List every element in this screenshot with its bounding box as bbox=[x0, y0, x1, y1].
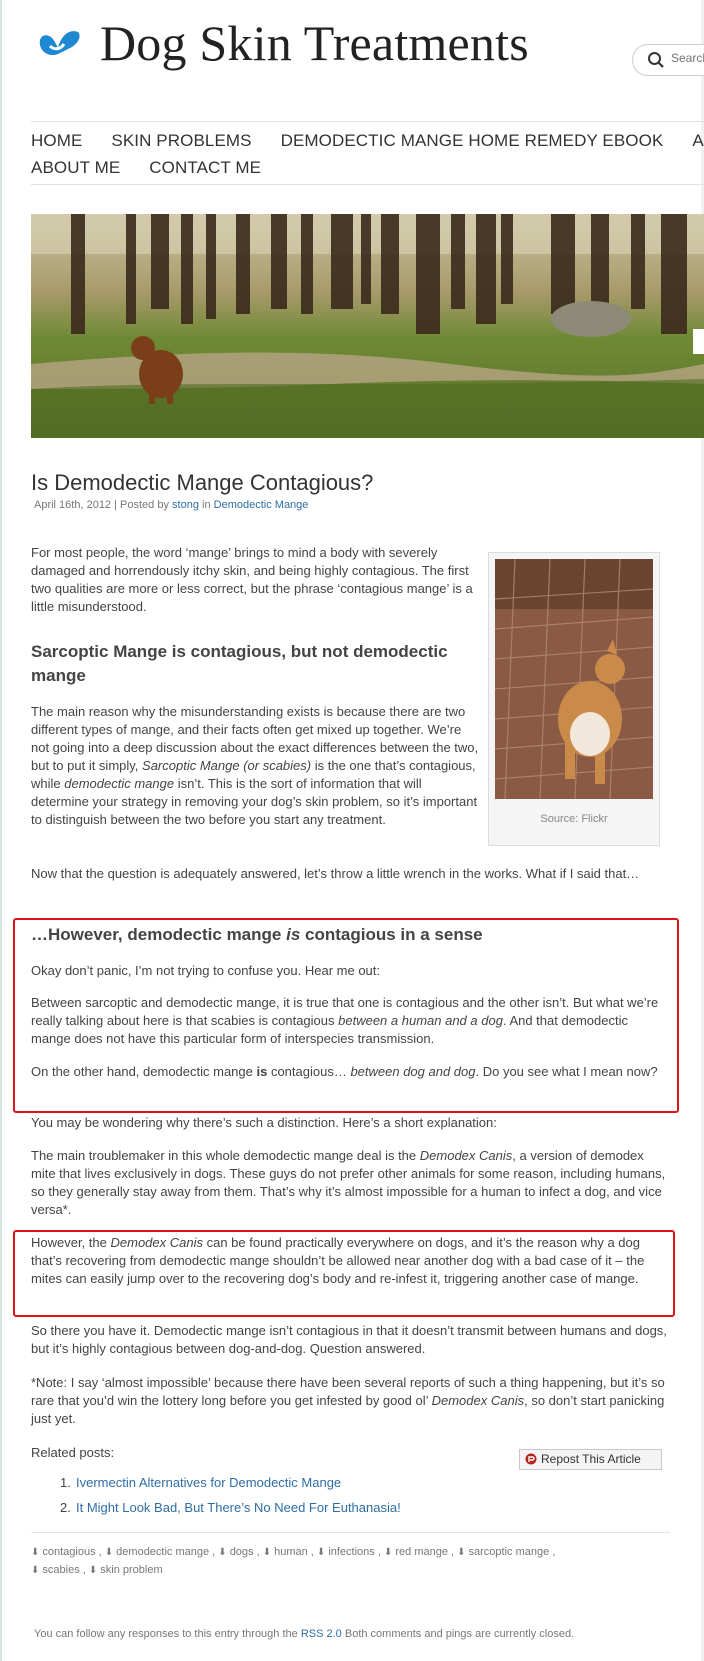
text-span: Between sarcoptic and demodectic mange, it is true that one is contagious and the other isn’t. But what we’re really talking about here is that scabies is contagious bbox=[31, 995, 659, 1028]
arrow-down-icon: ⬇ bbox=[31, 1547, 40, 1558]
tag-item[interactable] bbox=[317, 1546, 375, 1558]
text-span: …However, demodectic mange bbox=[31, 925, 287, 944]
arrow-down-icon: ⬇ bbox=[262, 1547, 272, 1558]
text-span: contagious in a sense bbox=[300, 925, 483, 944]
arrow-down-icon: ⬇ bbox=[383, 1547, 393, 1558]
nav-row-1 bbox=[31, 131, 704, 151]
nav-row-2 bbox=[31, 158, 290, 178]
follow-responses bbox=[34, 1628, 574, 1640]
heading-however bbox=[31, 923, 651, 947]
emphasis-dog-dog: between dog and dog bbox=[350, 1064, 476, 1079]
text-span: However, the bbox=[31, 1235, 111, 1250]
butterfly-logo-icon[interactable] bbox=[34, 24, 84, 64]
arrow-down-icon: ⬇ bbox=[316, 1547, 326, 1558]
main-nav bbox=[31, 121, 704, 185]
tags-row-2: ⬇ scabies , ⬇ skin problem bbox=[31, 1564, 163, 1576]
repost-icon bbox=[525, 1453, 537, 1465]
follow-text: You can follow any responses to this entry through the bbox=[34, 1628, 298, 1640]
tag-item[interactable] bbox=[105, 1546, 209, 1558]
tag-item[interactable] bbox=[31, 1564, 80, 1576]
tag-item[interactable] bbox=[31, 1546, 96, 1558]
site-title[interactable]: Dog Skin Treatments bbox=[100, 15, 529, 71]
paragraph-troublemaker bbox=[31, 1147, 671, 1219]
tag-label: human bbox=[274, 1546, 308, 1558]
nav-overflow-item[interactable]: A bbox=[692, 131, 704, 150]
header-image bbox=[31, 214, 704, 438]
tag-item[interactable] bbox=[89, 1564, 163, 1576]
related-post-link[interactable]: Ivermectin Alternatives for Demodectic Mange bbox=[76, 1475, 342, 1490]
tag-label: contagious bbox=[42, 1546, 96, 1558]
emphasis-human-dog: between a human and a dog bbox=[338, 1013, 503, 1028]
tag-item[interactable] bbox=[263, 1546, 308, 1558]
tags-divider bbox=[31, 1532, 670, 1533]
text-span: The main troublemaker in this whole demodectic mange deal is the bbox=[31, 1148, 420, 1163]
emphasis-demodex-canis: Demodex Canis bbox=[431, 1393, 525, 1408]
tag-label: sarcoptic mange bbox=[468, 1546, 550, 1558]
paragraph-wondering: You may be wondering why there’s such a distinction. Here’s a short explanation: bbox=[31, 1115, 497, 1130]
tag-item[interactable] bbox=[218, 1546, 253, 1558]
emphasis-demodex-canis: Demodex Canis bbox=[110, 1235, 203, 1250]
figure-caption: Source: Flickr bbox=[540, 813, 608, 825]
arrow-down-icon: ⬇ bbox=[88, 1565, 98, 1576]
related-posts-label: Related posts: bbox=[31, 1445, 115, 1460]
search-box[interactable] bbox=[632, 44, 704, 76]
paragraph-dont-panic: Okay don’t panic, I’m not trying to confuse you. Hear me out: bbox=[31, 963, 381, 978]
page-left-border bbox=[0, 0, 2, 1661]
rss-link[interactable]: RSS 2.0 bbox=[300, 1628, 342, 1640]
text-span: . And that demodectic mange does not have this particular form of interspecies transmission. bbox=[31, 1013, 628, 1046]
emphasis-is: is bbox=[286, 925, 301, 944]
arrow-down-icon: ⬇ bbox=[218, 1547, 227, 1558]
tag-label: red mange bbox=[395, 1546, 448, 1558]
tag-label: demodectic mange bbox=[116, 1546, 210, 1558]
tag-label: scabies bbox=[42, 1564, 80, 1576]
text-span: , a version of demodex mite that lives exclusively in dogs. These guys do not prefer other animals for some reason, including humans, so they generally stay away from them. That’s why it’s almost impossible for a human to infect a dog, and vice versa*. bbox=[31, 1148, 666, 1217]
tags-row-1: ⬇ contagious , ⬇ demodectic mange , ⬇ dogs , ⬇ human , ⬇ infections , ⬇ red mange , ⬇ sarcoptic mange , bbox=[31, 1546, 556, 1558]
post-category-link[interactable]: Demodectic Mange bbox=[213, 499, 309, 511]
post-title[interactable]: Is Demodectic Mange Contagious? bbox=[31, 470, 374, 495]
post-meta bbox=[34, 499, 308, 511]
emphasis-demodectic: demodectic mange bbox=[64, 776, 175, 791]
nav-ebook[interactable]: DEMODECTIC MANGE HOME REMEDY EBOOK bbox=[280, 131, 664, 150]
nav-home[interactable]: HOME bbox=[31, 131, 83, 150]
arrow-down-icon: ⬇ bbox=[31, 1565, 40, 1576]
paragraph-note bbox=[31, 1374, 671, 1428]
dog-scratching-photo[interactable] bbox=[495, 559, 653, 799]
tag-label: infections bbox=[328, 1546, 375, 1558]
post-author-link[interactable]: stong bbox=[172, 499, 199, 511]
emphasis-demodex-canis: Demodex Canis bbox=[419, 1148, 513, 1163]
tag-label: skin problem bbox=[100, 1564, 163, 1576]
repost-article-button[interactable] bbox=[519, 1449, 662, 1470]
tag-label: dogs bbox=[229, 1546, 254, 1558]
emphasis-sarcoptic: Sarcoptic Mange (or scabies) bbox=[142, 758, 312, 773]
search-icon[interactable] bbox=[647, 51, 665, 69]
text-span: can be found practically everywhere on dogs, and it’s the reason why a dog that’s recovering from demodectic mange shouldn’t be allowed near another dog with a bad case of it – the mites can easily jump over to the recovering dog’s body and re-infest it, triggering another case of mange. bbox=[31, 1235, 645, 1286]
related-post-link[interactable]: It Might Look Bad, But There’s No Need For Euthanasia! bbox=[76, 1500, 401, 1515]
nav-skin-problems[interactable]: SKIN PROBLEMS bbox=[111, 131, 252, 150]
text-span: contagious… bbox=[267, 1064, 351, 1079]
text-span: , so don’t start panicking just yet. bbox=[31, 1393, 665, 1426]
paragraph-other-hand bbox=[31, 1063, 661, 1081]
text-span: . Do you see what I mean now? bbox=[475, 1064, 658, 1079]
paragraph-two-types bbox=[31, 703, 479, 829]
text-span: On the other hand, demodectic mange bbox=[31, 1064, 257, 1079]
text-span: The main reason why the misunderstanding exists is because there are two different types of mange, and their facts often get mixed up together. We’re not going into a deep discussion about the exact differences between the two, but to put it simply, bbox=[31, 704, 479, 773]
strong-is: is bbox=[256, 1064, 268, 1079]
nav-about-me[interactable]: ABOUT ME bbox=[31, 158, 121, 177]
heading-sarcoptic: Sarcoptic Mange is contagious, but not demodectic mange bbox=[31, 642, 448, 685]
text-span: *Note: I say ‘almost impossible’ because there have been several reports of such a thing happening, but it’s so rare that you’d win the lottery long before you get infested by good ol’ bbox=[31, 1375, 665, 1408]
list-number: 1. bbox=[60, 1475, 71, 1490]
closed-text: Both comments and pings are currently closed. bbox=[344, 1628, 575, 1640]
intro-paragraph: For most people, the word ‘mange’ brings to mind a body with severely damaged and horrendously itchy skin, and being highly contagious. The first two qualities are more or less correct, but the phrase ‘contagious mange’ is a little misunderstood. bbox=[31, 545, 473, 614]
paragraph-however-canis bbox=[31, 1234, 666, 1288]
nav-contact-me[interactable]: CONTACT ME bbox=[149, 158, 262, 177]
tag-item[interactable] bbox=[384, 1546, 448, 1558]
in-label: in bbox=[202, 499, 211, 511]
list-number: 2. bbox=[60, 1500, 71, 1515]
text-span: isn’t. This is the sort of information that will determine your strategy in removing your dog’s skin problem, so it’s important to distinguish between the two before you start any treatment. bbox=[31, 776, 478, 827]
site-header bbox=[0, 0, 704, 115]
text-span: is the one that’s contagious, while bbox=[31, 758, 476, 791]
repost-label: Repost This Article bbox=[541, 1452, 641, 1466]
arrow-down-icon: ⬇ bbox=[457, 1547, 466, 1558]
paragraph-conclusion: So there you have it. Demodectic mange isn’t contagious in that it doesn’t transmit between humans and dogs, but it’s highly contagious between dog-and-dog. Question answered. bbox=[31, 1323, 667, 1356]
post-date: April 16th, 2012 bbox=[34, 499, 112, 511]
arrow-down-icon: ⬇ bbox=[104, 1547, 114, 1558]
posted-by-label: | Posted by bbox=[114, 499, 169, 511]
post-figure bbox=[488, 552, 660, 846]
paragraph-wrench: Now that the question is adequately answered, let’s throw a little wrench in the works. What if I said that… bbox=[31, 866, 640, 881]
search-input[interactable] bbox=[669, 50, 704, 66]
tag-item[interactable] bbox=[457, 1546, 549, 1558]
paragraph-between bbox=[31, 994, 661, 1048]
